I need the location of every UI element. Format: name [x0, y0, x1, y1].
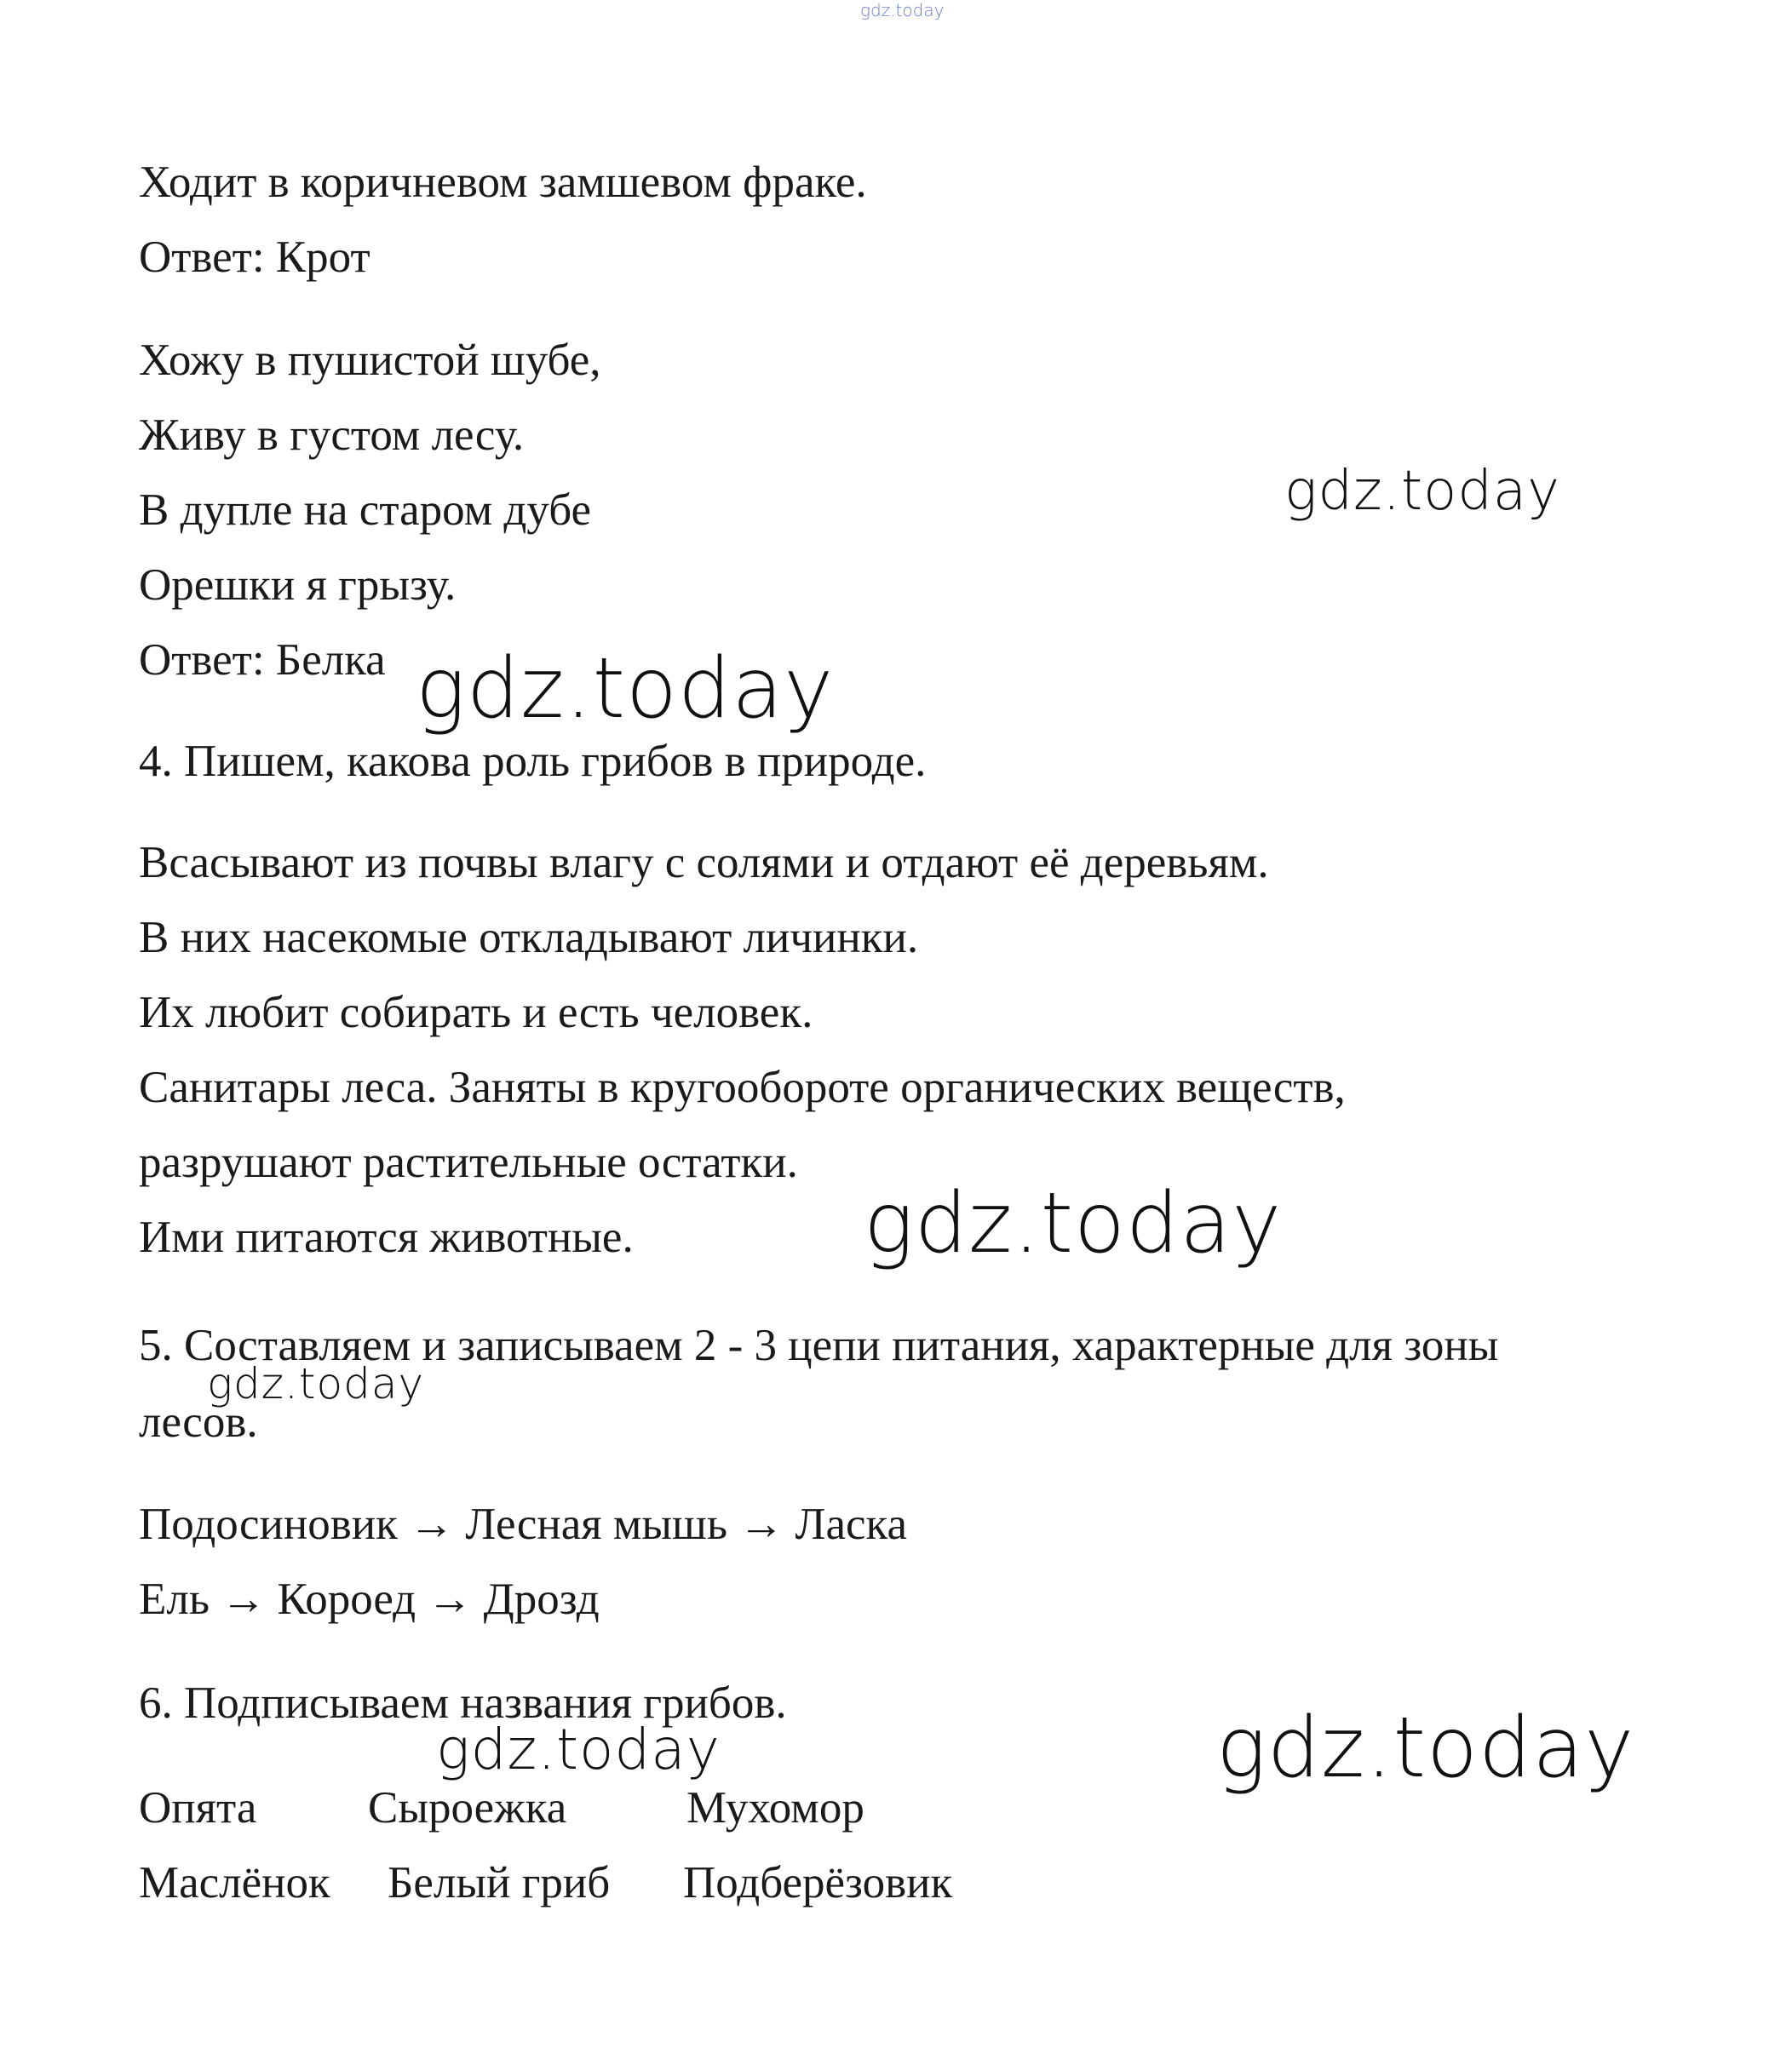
task5-chain-2: Ель → Короед → Дрозд [139, 1575, 600, 1624]
task5-heading-line-1: 5. Составляем и записываем 2 - 3 цепи питания, характерные для зоны [139, 1321, 1499, 1370]
fungus-label-opyata: Опята [139, 1783, 257, 1833]
task4-line-1: Всасывают из почвы влагу с солями и отдают её деревьям. [139, 838, 1269, 887]
riddle2-line-3: В дупле на старом дубе [139, 485, 591, 535]
watermark-2: gdz.today [416, 640, 835, 737]
riddle2-line-1: Хожу в пушистой шубе, [139, 336, 601, 385]
task4-line-3: Их любит собирать и есть человек. [139, 988, 813, 1037]
fungus-label-syroezhka: Сыроежка [368, 1783, 567, 1833]
watermark-3: gdz.today [864, 1175, 1283, 1272]
riddle2-line-4: Орешки я грызу. [139, 560, 457, 610]
task5-chain-1: Подосиновик → Лесная мышь → Ласка [139, 1500, 907, 1549]
watermark-4: gdz.today [207, 1359, 425, 1408]
riddle2-line-2: Живу в густом лесу. [139, 410, 525, 460]
watermark-1: gdz.today [1284, 460, 1560, 523]
fungus-label-mukhomor: Мухомор [686, 1783, 864, 1833]
fungus-label-bely-grib: Белый гриб [388, 1858, 611, 1908]
task6-heading: 6. Подписываем названия грибов. [139, 1678, 787, 1728]
task4-heading: 4. Пишем, какова роль грибов в природе. [139, 737, 927, 786]
task4-line-5: разрушают растительные остатки. [139, 1138, 798, 1187]
riddle1-answer: Ответ: Крот [139, 232, 370, 282]
watermark-6: gdz.today [1216, 1700, 1635, 1797]
task4-line-4: Санитары леса. Заняты в кругообороте органических веществ, [139, 1063, 1346, 1112]
task4-line-2: В них насекомые откладывают личинки. [139, 913, 919, 962]
task4-line-6: Ими питаются животные. [139, 1213, 634, 1262]
fungus-label-maslenok: Маслёнок [139, 1858, 330, 1908]
fungus-label-podberezovik: Подберёзовик [683, 1858, 953, 1908]
watermark-5: gdz.today [436, 1717, 721, 1782]
watermark-top: gdz.today [860, 0, 945, 20]
riddle2-answer: Ответ: Белка [139, 635, 386, 685]
riddle1-line: Ходит в коричневом замшевом фраке. [139, 158, 867, 207]
task5-heading-line-2: лесов. [139, 1397, 258, 1447]
